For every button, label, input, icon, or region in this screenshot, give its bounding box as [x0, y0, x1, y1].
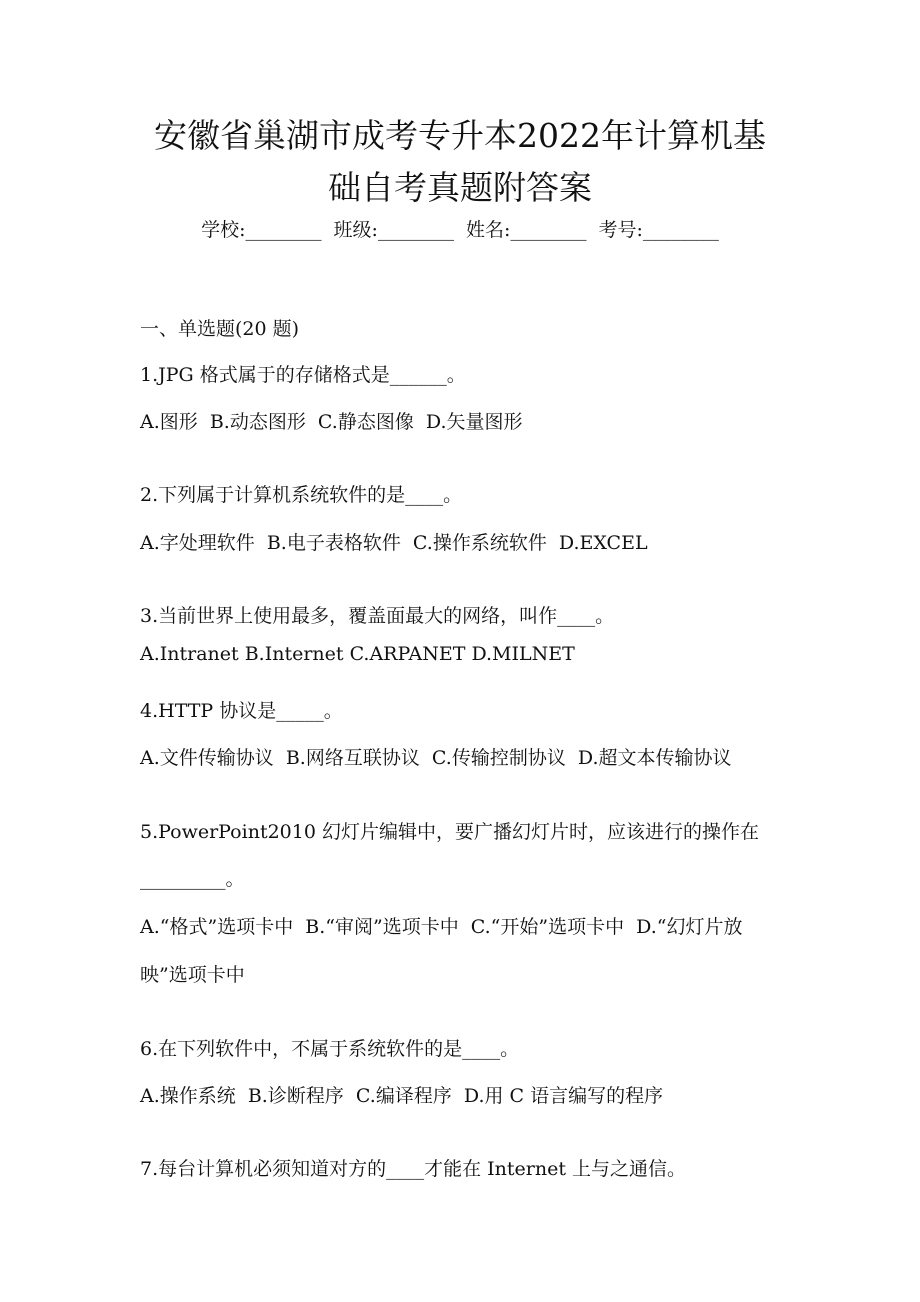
question-6-options: A.操作系统 B.诊断程序 C.编译程序 D.用 C 语言编写的程序 — [140, 1085, 664, 1107]
question-2-stem: 2.下列属于计算机系统软件的是____。 — [140, 484, 463, 506]
question-5-options-continued: 映”选项卡中 — [140, 964, 245, 986]
question-5-stem-continued: _________。 — [140, 868, 245, 890]
question-6-stem: 6.在下列软件中，不属于系统软件的是____。 — [140, 1038, 520, 1060]
question-2-options: A.字处理软件 B.电子表格软件 C.操作系统软件 D.EXCEL — [140, 532, 648, 554]
section-heading: 一、单选题(20 题) — [140, 318, 300, 340]
document-title-line-1: 安徽省巢湖市成考专升本2022年计算机基 — [154, 116, 766, 155]
question-5-stem: 5.PowerPoint2010 幻灯片编辑中，要广播幻灯片时，应该进行的操作在 — [140, 821, 759, 843]
question-3-stem: 3.当前世界上使用最多，覆盖面最大的网络，叫作____。 — [140, 605, 615, 627]
question-4-options: A.文件传输协议 B.网络互联协议 C.传输控制协议 D.超文本传输协议 — [140, 747, 732, 769]
question-4-stem: 4.HTTP 协议是_____。 — [140, 700, 343, 722]
question-1-options: A.图形 B.动态图形 C.静态图像 D.矢量图形 — [140, 411, 523, 433]
document-title-line-2: 础自考真题附答案 — [328, 168, 592, 207]
question-3-options: A.Intranet B.Internet C.ARPANET D.MILNET — [140, 643, 575, 665]
student-info-line: 学校:________ 班级:________ 姓名:________ 考号:________ — [201, 219, 719, 241]
question-5-options: A.“格式”选项卡中 B.“审阅”选项卡中 C.“开始”选项卡中 D.“幻灯片放 — [140, 916, 743, 938]
question-7-stem: 7.每台计算机必须知道对方的____才能在 Internet 上与之通信。 — [140, 1158, 687, 1180]
question-1-stem: 1.JPG 格式属于的存储格式是______。 — [140, 364, 466, 386]
